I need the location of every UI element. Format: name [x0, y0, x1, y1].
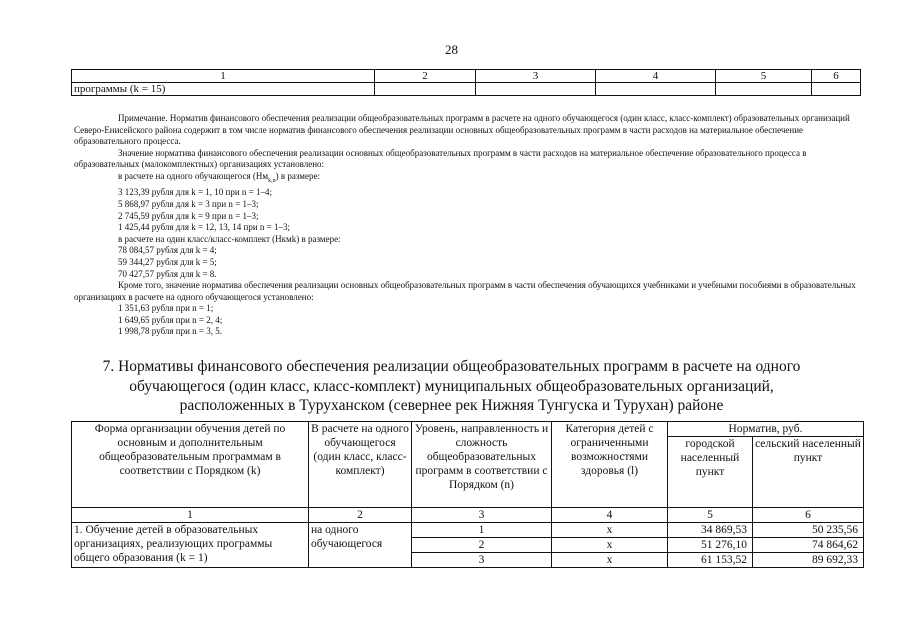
header-form: Форма организации обучения детей по основным и дополнительным общеобразовательным программам в соответствии с Порядком (k) [72, 422, 309, 508]
table-cell [812, 83, 861, 96]
norm-line: 1 998,78 рубля при n = 3, 5. [118, 326, 222, 337]
table-cell [375, 83, 476, 96]
form-line: общего образования (k = 1) [74, 552, 208, 564]
section-heading-line: обучающегося (один класс, класс-комплект) муниципальных общеобразовательных организаций, [129, 377, 774, 395]
section-heading [0, 357, 903, 416]
column-number: 5 [668, 508, 753, 523]
column-number: 1 [72, 508, 309, 523]
table-cell [596, 83, 716, 96]
per-student-intro-tail: ) в размере: [275, 170, 320, 181]
norm-line: 78 084,57 рубля для k = 4; [118, 245, 217, 256]
column-number: 4 [596, 70, 716, 83]
per-student-intro [74, 171, 860, 187]
urban-value: 34 869,53 [668, 523, 753, 538]
table-row [72, 83, 861, 96]
header-level: Уровень, направленность и сложность общеобразовательных программ в соответствии с Порядком (n) [412, 422, 552, 508]
per-student-subscript: k,n [268, 177, 276, 184]
category-cell: x [552, 523, 668, 538]
header-basis: В расчете на одного обучающегося (один класс, класс-комплект) [309, 422, 412, 508]
header-rural: сельский населенный пункт [753, 437, 864, 508]
norm-line: 70 427,57 рубля для k = 8. [118, 268, 217, 279]
per-student-intro-text: в расчете на одного обучающегося (Нм [118, 170, 269, 181]
section-heading-line: расположенных в Туруханском (севернее рек Нижняя Тунгуска и Турухан) районе [179, 397, 724, 414]
column-number: 3 [412, 508, 552, 523]
norm-line: 1 649,65 рубля при n = 2, 4; [118, 314, 223, 325]
column-number: 3 [476, 70, 596, 83]
header-urban: городской населенный пункт [668, 437, 753, 508]
column-number: 6 [753, 508, 864, 523]
row-label: программы (k = 15) [72, 83, 375, 96]
norm-line: 5 868,97 рубля для k = 3 при n = 1–3; [118, 198, 259, 209]
note-paragraph: Примечание. Норматив финансового обеспечения реализации общеобразовательных программ в расчете на одного обучающегося (один класс, класс-комплект) образовательных организаций Северо-Енисейского района содержит в том числе норматив финансового обеспечения реализации основных общеобразовательных программ в части расходов на материальное обеспечение образовательного процесса. [74, 113, 850, 147]
form-line: организациях, реализующих программы [74, 538, 273, 550]
section-heading-line: 7. Нормативы финансового обеспечения реализации общеобразовательных программ в расчете на одного [102, 358, 801, 375]
form-line: 1. Обучение детей в образовательных [74, 524, 259, 536]
level-cell: 2 [412, 538, 552, 553]
header-row [72, 422, 864, 437]
column-number-row [72, 508, 864, 523]
note-paragraph: Кроме того, значение норматива обеспечения реализации основных общеобразовательных программ в части обеспечения обучающихся учебниками и учебными пособиями в образовательных организациях в расчете на одного обучающегося установлено: [74, 280, 856, 302]
table-cell [716, 83, 812, 96]
urban-value: 51 276,10 [668, 538, 753, 553]
basis-line: на одного [311, 524, 359, 536]
table-cell [476, 83, 596, 96]
column-number: 2 [375, 70, 476, 83]
basis-cell [309, 523, 412, 568]
norm-line: 1 351,63 рубля при n = 1; [118, 303, 214, 314]
header-norm: Норматив, руб. [668, 422, 864, 437]
per-class-intro: в расчете на один класс/класс-комплект (Нкмk) в размере: [118, 233, 341, 244]
rural-value: 89 692,33 [753, 553, 864, 568]
level-cell: 3 [412, 553, 552, 568]
level-cell: 1 [412, 523, 552, 538]
table-row [72, 523, 864, 538]
norm-line: 1 425,44 рубля для k = 12, 13, 14 при n = 1–3; [118, 222, 290, 233]
column-number: 5 [716, 70, 812, 83]
page-number: 28 [445, 42, 458, 57]
note-block [74, 113, 860, 338]
rural-value: 50 235,56 [753, 523, 864, 538]
norm-line: 59 344,27 рубля для k = 5; [118, 256, 217, 267]
norm-line: 3 123,39 рубля для k = 1, 10 при n = 1–4; [118, 187, 272, 198]
basis-line: обучающегося [311, 538, 383, 550]
norms-table [71, 421, 864, 568]
category-cell: x [552, 538, 668, 553]
column-number: 2 [309, 508, 412, 523]
norm-line: 2 745,59 рубля для k = 9 при n = 1–3; [118, 210, 259, 221]
urban-value: 61 153,52 [668, 553, 753, 568]
note-paragraph: Значение норматива финансового обеспечения реализации основных общеобразовательных программ в части расходов на материальное обеспечение образовательного процесса в образовательных (малокомплектных) организациях установлено: [74, 147, 807, 170]
column-number: 4 [552, 508, 668, 523]
form-cell [72, 523, 309, 568]
column-number-row [72, 70, 861, 83]
column-number: 1 [72, 70, 375, 83]
header-category: Категория детей с ограниченными возможностями здоровья (l) [552, 422, 668, 508]
rural-value: 74 864,62 [753, 538, 864, 553]
continued-table [71, 69, 861, 96]
column-number: 6 [812, 70, 861, 83]
category-cell: x [552, 553, 668, 568]
